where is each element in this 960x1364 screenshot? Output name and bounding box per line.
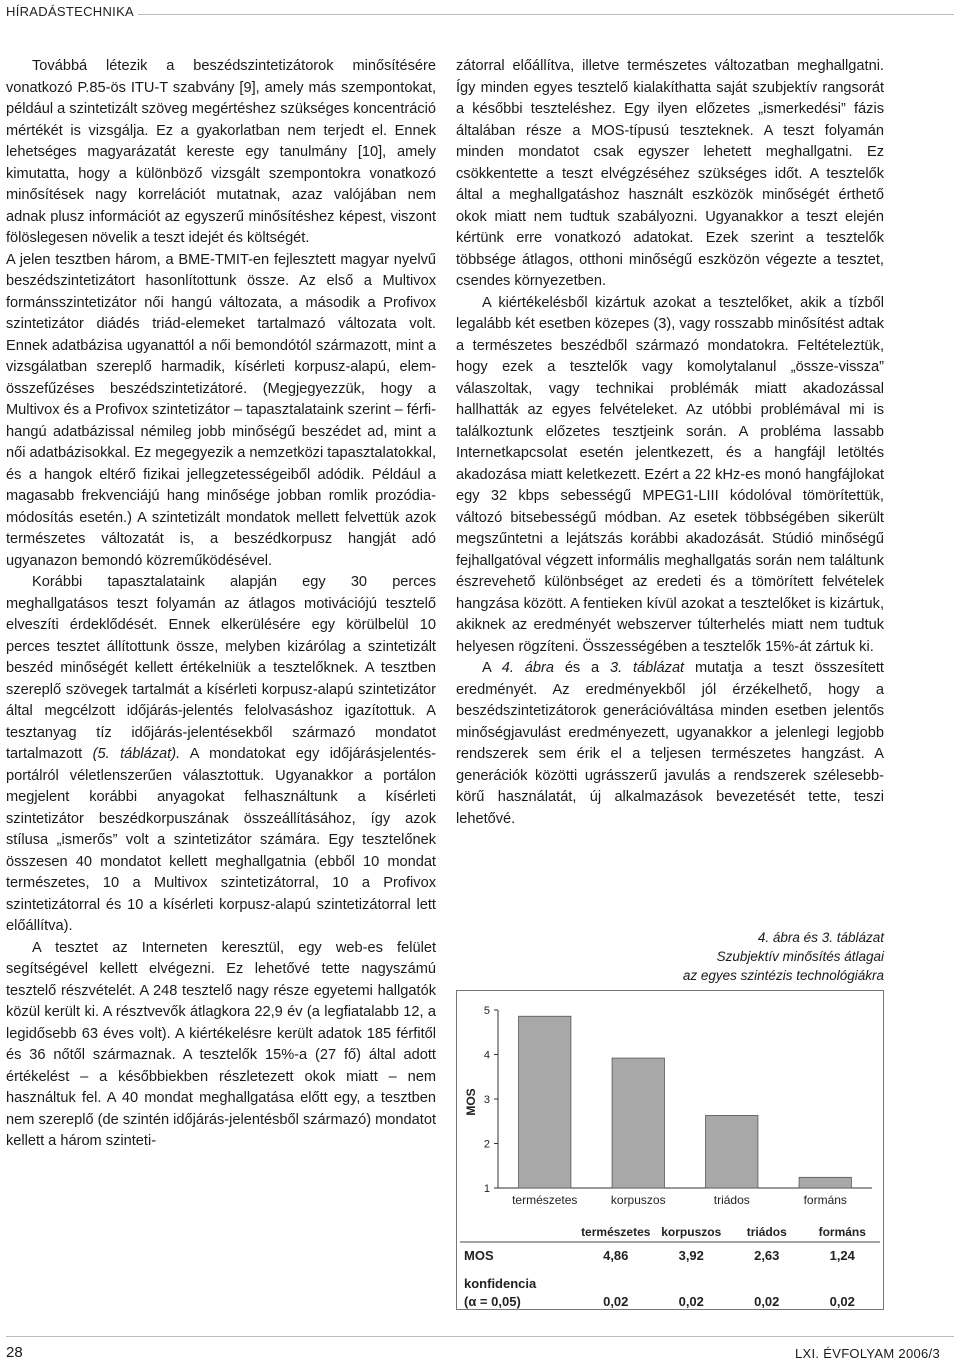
- footer-rule: [6, 1336, 954, 1337]
- y-tick-label: 5: [483, 1005, 490, 1017]
- table-cell: 0,02: [678, 1294, 704, 1309]
- caption-line: Szubjektív minősítés átlagai: [716, 949, 884, 964]
- figure-reference: 4. ábra: [501, 660, 554, 676]
- volume-label: LXI. ÉVFOLYAM 2006/3: [795, 1346, 940, 1361]
- paragraph: [6, 572, 436, 938]
- bar: [799, 1177, 851, 1188]
- table-row-label: konfidencia: [464, 1276, 537, 1291]
- left-column: [6, 56, 436, 1153]
- paragraph: A kiértékelésből kizártuk azokat a tesztelőket, akik a tízből legalább két esetben közepes (3), vagy rosszabb minősítést adtak a természetes beszédből származó mondatokra. Feltételeztük, hogy ezek a tesztelők vagy komolytalanul „össze-vissza” válaszoltak, vagy technikai problémák miatt akadozással hallhatták az egyes felvételeket. Az utóbbi problémával mi is találkoztunk előzetes tesztjeink során. A probléma lassabb Internetkapcsolat esetén jelentkezett, és a hangfájl letöltés akadozása miatt keletkezett. Ezért a 22 kHz-es monó hangfájlokat egy 32 kbps sebességű MPEG1-LIII kódolóval tömörítettük, változó bitsebességű módban. Az esetek többségében sikerült megszűntetni a lejátszás korábbi akadozását. Stúdió minőségű fejhallgatóval végzett informális meghallgatás során nem találtunk észrevehető különbséget az eredeti és a tömörített felvételek hangzása között. A fentieken kívül azokat a tesztelőket is kizártuk, akiknek az eredményét webszerver túlterhelés miatt nem tudtuk helyesen rögzíteni. Összességében a tesztelők 15%-át zártuk ki.: [456, 294, 884, 655]
- table-header: triádos: [746, 1225, 787, 1239]
- caption-line: az egyes szintézis technológiákra: [682, 968, 884, 983]
- table-row-label: MOS: [464, 1248, 494, 1263]
- figure-caption: [456, 928, 884, 985]
- y-tick-label: 1: [483, 1183, 490, 1195]
- paragraph-text: és a: [564, 660, 600, 676]
- x-tick-label: természetes: [512, 1193, 578, 1207]
- figure: [456, 990, 884, 1310]
- paragraph: zátorral előállítva, illetve természetes változatban meghallgatni. Így minden egyes tesztelő kialakíthatta saját szubjektív rangsorát a későbbi teszteléshez. Egy ilyen előzetes „ismerkedési” fázis általában része a MOS-típusú teszteknek. A teszt folyamán minden mondatot csak egyszer lehetett meghallgatni. Ez csökkentette a teszt elvégzéséhez szükséges időt. A tesztelők által a meghallgatáshoz használt eszközök minőségét érthető okok miatt nem tudtuk szabályozni. Ugyanakkor a teszt elején kértünk erre vonatkozó adatokat. Ezek szerint a tesztelők többsége átlagos, otthoni minőségű eszközön végezte a tesztet, csendes környezetben.: [456, 58, 884, 289]
- paragraph-text: Korábbi tapasztalataink alapján egy 30 perces meghallgatásos teszt folyamán az átlagos motivációjú tesztelő elveszíti érdeklődését. Ennek elkerülésére egy körülbelül 10 perces tesztet állítottunk össze, melyben kizárólag a szintetizált beszéd minőségét kellett értékelniük a tesztelőknek. A tesztben szereplő szövegek tartalmát a kísérleti korpusz-alapú szintetizátor által megcélzott időjárás-jelentés felolvasáshoz igazítottuk. A tesztanyag tíz időjárás-jelentésekből származó mondatot tartalmazott: [6, 574, 436, 762]
- paragraph-text: mutatja a teszt összesített eredményét. Az eredményekből jól érzékelhető, hogy a beszédszintetizátorok generációváltása minden esetben jelentős minőségjavulást eredményezett, ugyanakkor a jelenlegi legjobb rendszerek sem érik el a teljesen természetes hangzást. A generációk közötti ugrásszerű javulás a rendszerek szélesebb-körű használatát, új alkalmazások bevezetését tette, teszi lehetővé.: [456, 660, 884, 827]
- x-tick-label: formáns: [803, 1193, 847, 1207]
- table-row-label: (α = 0,05): [464, 1294, 521, 1309]
- mos-bar-chart: [456, 990, 884, 1310]
- table-reference: (5. táblázat).: [92, 746, 181, 762]
- paragraph-text: A: [482, 660, 491, 676]
- table-cell: 0,02: [754, 1294, 780, 1309]
- table-reference: 3. táblázat: [610, 660, 685, 676]
- bar: [706, 1115, 758, 1188]
- header-rule: [138, 14, 954, 15]
- table-cell: 0,02: [603, 1294, 629, 1309]
- right-column: [456, 56, 884, 830]
- table-cell: 2,63: [754, 1248, 780, 1263]
- table-cell: 4,86: [603, 1248, 629, 1263]
- page-number: 28: [6, 1344, 23, 1361]
- paragraph-text: A mondatokat egy időjárásjelentés-portálról véletlenszerűen választottuk. Ugyanakkor a portálon megjelent korábbi anyagokat felhasználtunk a kísérleti szintetizátor beszédkorpuszának összeállításához, így azok stílusa „ismerős” volt a szintetizátor számára. Egy tesztelőnek összesen 40 mondatot kellett meghallgatnia (ebből 10 mondat természetes, 10 a Multivox szintetizátorral, 10 a Profivox szintetizátorral és 10 a kísérleti korpusz-alapú szintetizátorral lett előállítva).: [6, 746, 436, 934]
- paragraph: [456, 658, 884, 830]
- table-header: természetes: [581, 1225, 651, 1239]
- x-tick-label: triádos: [713, 1193, 750, 1207]
- bar: [612, 1058, 664, 1188]
- paragraph: A jelen tesztben három, a BME-TMIT-en fejlesztett magyar nyelvű beszédszintetizátort hasonlítottunk össze. Az első a Multivox formánsszintetizátor női hangú változata, a második a Profivox szintetizátor diádés triád-elemeket tartalmazó változata volt. Ennek adatbázisa ugyanattól a női bemondótól származott, mint a vizsgálatban szereplő harmadik, kísérleti korpusz-alapú, elem-összefűzéses beszédszintetizátoré. (Megjegyezzük, hogy a Multivox és a Profivox szintetizátor – tapasztalataink szerint – férfi-hangú adatbázissal némileg jobb minőségű beszédet ad, mint a női adatbázisokkal. Ez megegyezik a nemzetközi tapasztalatokkal, és a hangok eltérő fizikai jellegzetességeiből adódik. Például a magasabb frekvenciájú hang minősége jobban romlik prozódia-módosítás esetén.) A szintetizált mondatok mellett felvettük azok természetes változatát is, a beszédkorpusz hangját adó ugyanazon bemondó közreműködésével.: [6, 251, 436, 569]
- y-axis-label: MOS: [464, 1088, 478, 1116]
- bar: [519, 1016, 571, 1188]
- y-tick-label: 3: [483, 1094, 490, 1106]
- y-tick-label: 2: [483, 1138, 490, 1151]
- y-tick-label: 4: [483, 1049, 490, 1062]
- x-tick-label: korpuszos: [610, 1193, 666, 1207]
- table-cell: 1,24: [829, 1248, 855, 1263]
- paragraph: A tesztet az Interneten keresztül, egy web-es felület segítségével kellett elvégezni. Ez lehetővé tette nagyszámú tesztelő részvételét. A 248 tesztelő nagy része egyetemi hallgatók közül került ki. A résztvevők átlagkora 22,9 év (a legfiatalabb 12, a legidősebb 63 éves volt). A kiértékelésre került adatok 185 férfitől és 36 nőtől származnak. A tesztelők 15%-a (27 fő) által adott értékelést – a későbbiekben részletezett okok miatt – nem használtuk fel. A 40 mondat meghallgatása előtt egy, a tesztben nem szereplő (de szintén időjárás-jelentésből származó) mondatot kellett a három szinteti-: [6, 939, 436, 1149]
- table-cell: 0,02: [829, 1294, 855, 1309]
- caption-line: 4. ábra és 3. táblázat: [757, 930, 884, 945]
- table-header: korpuszos: [661, 1225, 722, 1239]
- table-header: formáns: [818, 1225, 866, 1239]
- table-cell: 3,92: [678, 1248, 704, 1263]
- paragraph: Továbbá létezik a beszédszintetizátorok minősítésére vonatkozó P.85-ös ITU-T szabvány [9], amely más szempontokat, például a szintetizált szöveg megértéshez szükséges koncentráció mértékét is vizsgálja. Ez a gyakorlatban nem terjedt el. Ennek lehetséges magyarázatát kereste egy tanulmány [10], amely kimutatta, hogy a különböző vizsgált szempontokra vonatkozó minősítések nagy korrelációt mutatnak, azaz valójában nem adnak plusz információt az egyszerű minősítéshez képest, viszont fölöslegesen növelik a teszt idejét és költségét.: [6, 58, 436, 246]
- section-label: HÍRADÁSTECHNIKA: [6, 4, 135, 19]
